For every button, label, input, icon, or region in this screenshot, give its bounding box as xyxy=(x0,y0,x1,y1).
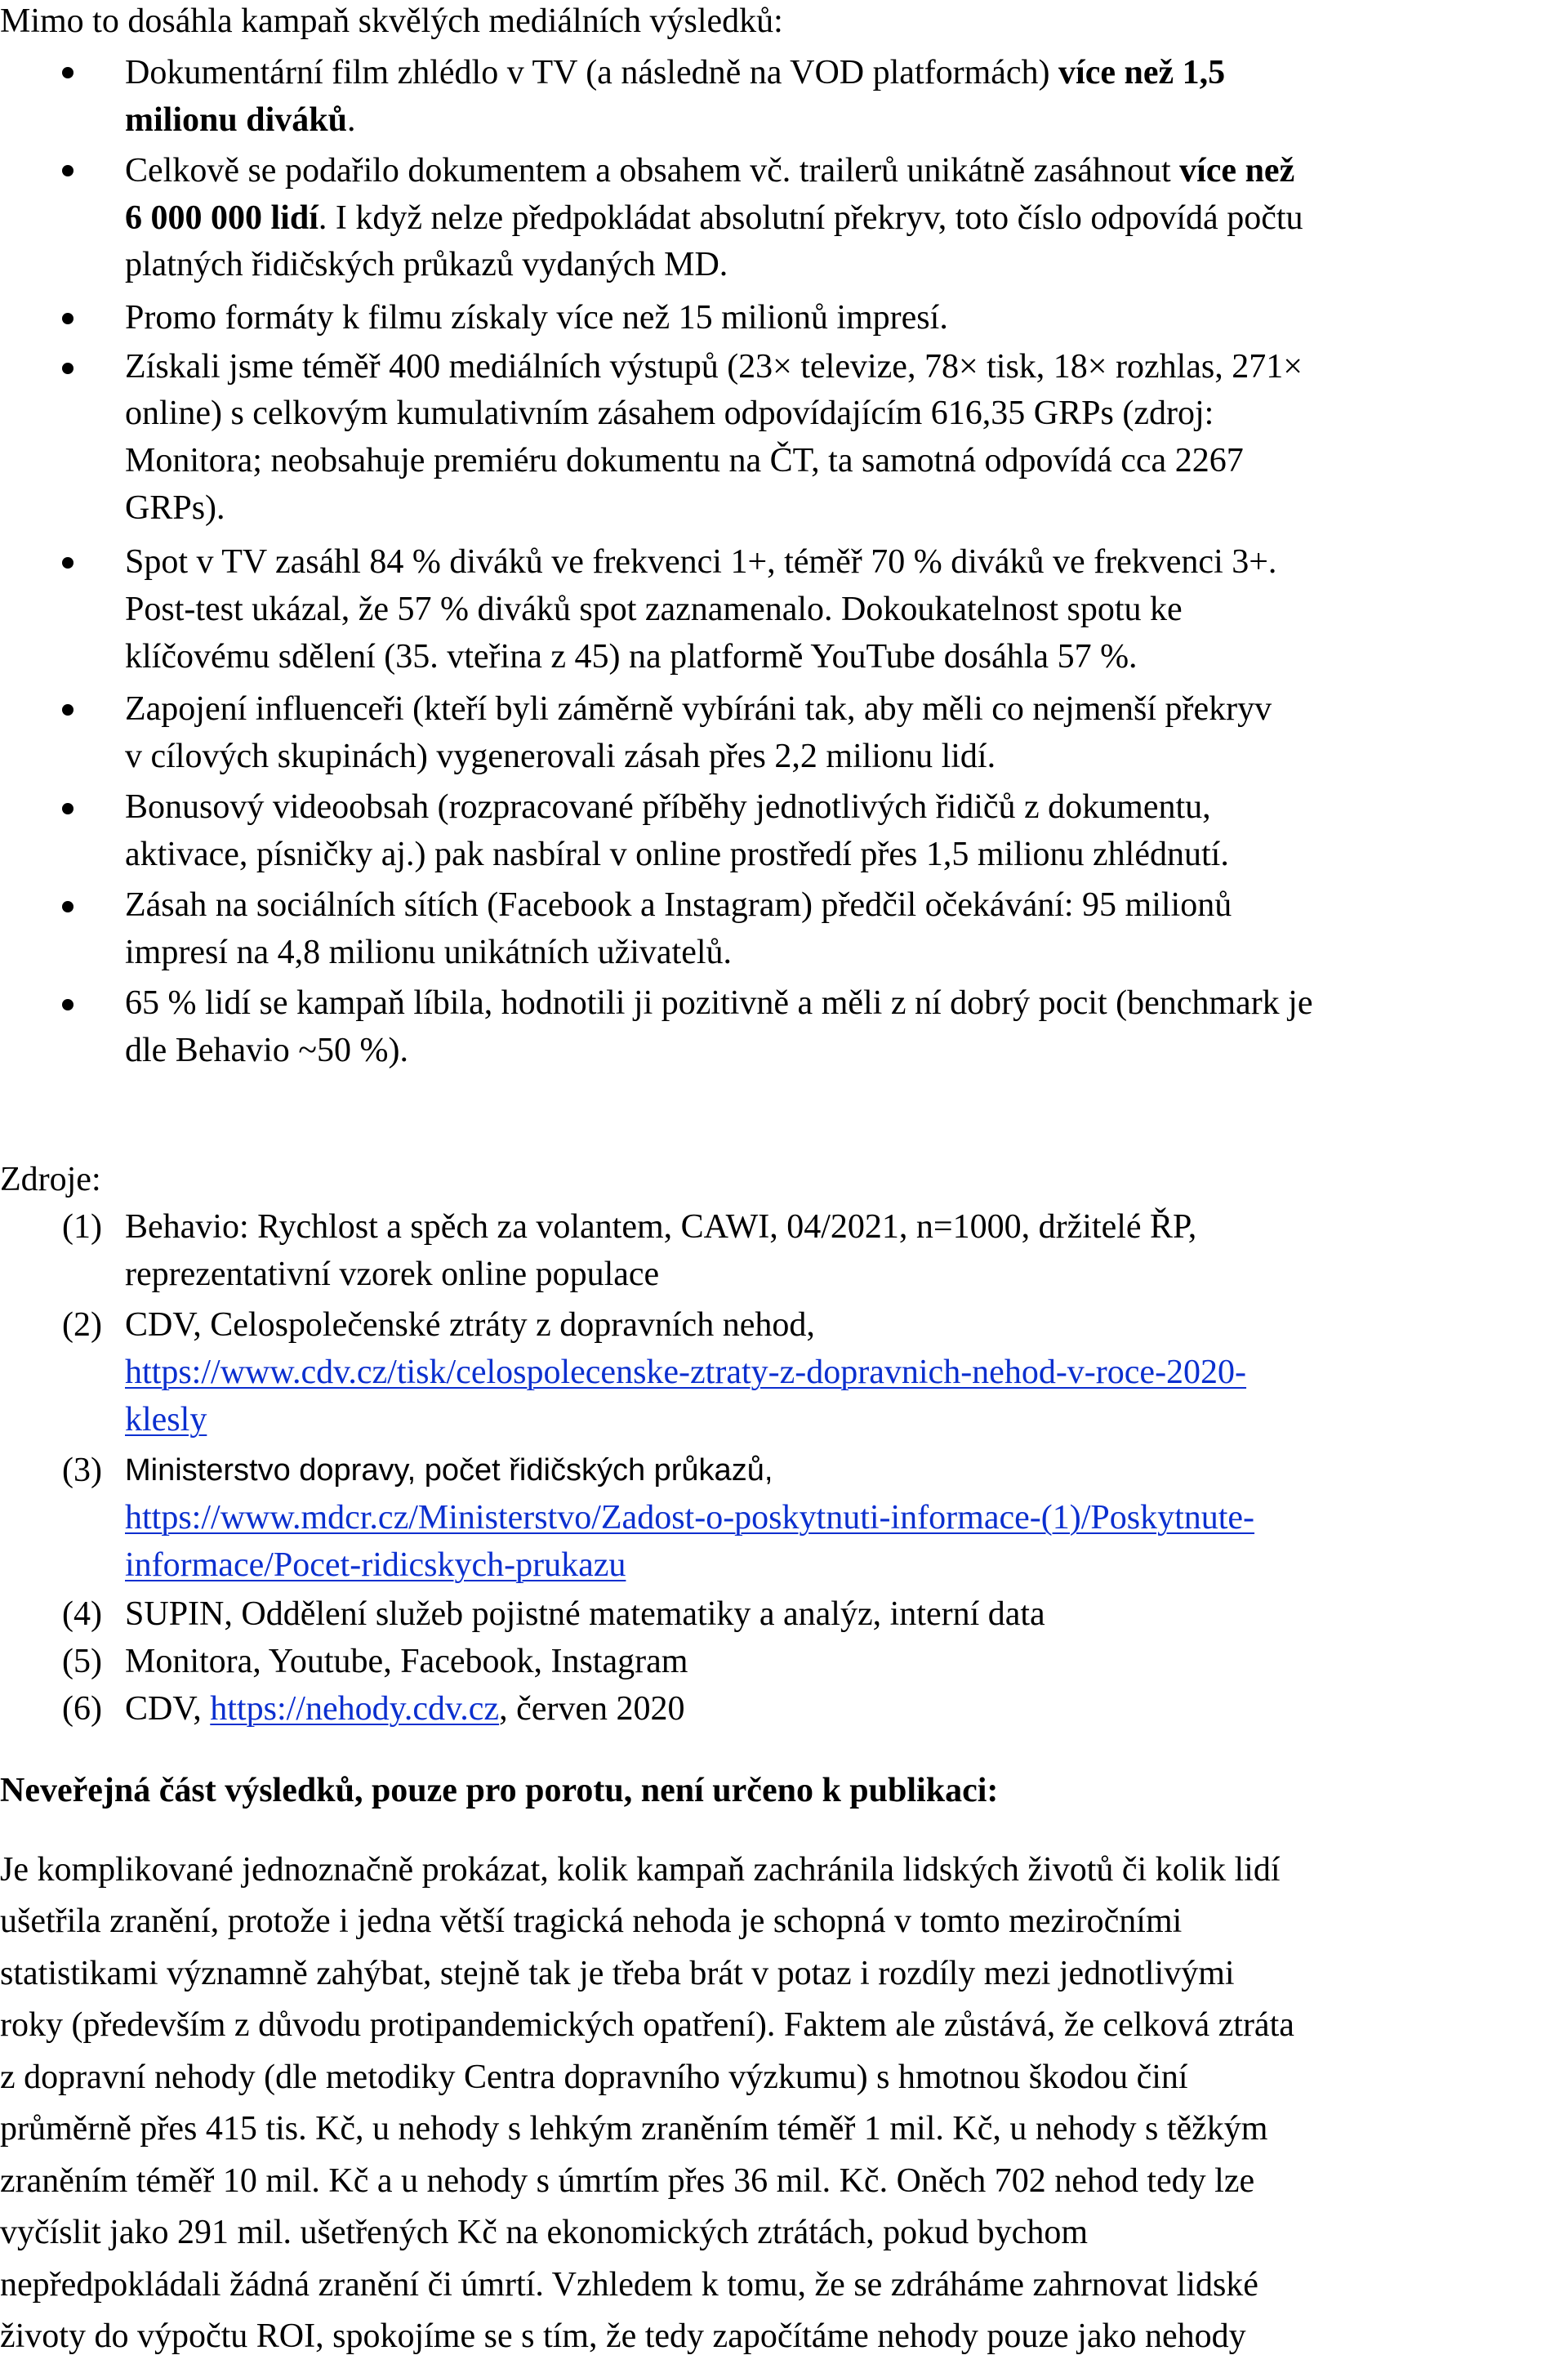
bullet-4-line-3: Monitora; neobsahuje premiéru dokumentu na ČT, ta samotná odpovídá cca 2267 xyxy=(125,442,1244,480)
bullet-dot xyxy=(62,704,74,716)
bullet-dot xyxy=(62,165,74,176)
bullet-5-line-3: klíčovému sdělení (35. vteřina z 45) na platformě YouTube dosáhla 57 %. xyxy=(125,638,1138,676)
source-3-line-1: Ministerstvo dopravy, počet řidičských průkazů, xyxy=(125,1453,773,1488)
source-1-line-2: reprezentativní vzorek online populace xyxy=(125,1256,660,1293)
source-5-line-1: Monitora, Youtube, Facebook, Instagram xyxy=(125,1643,688,1680)
source-1-line-1: Behavio: Rychlost a spěch za volantem, CAWI, 04/2021, n=1000, držitelé ŘP, xyxy=(125,1208,1197,1246)
bullet-dot xyxy=(62,313,74,324)
bullet-dot xyxy=(62,557,74,569)
sources-title: Zdroje: xyxy=(0,1161,101,1198)
bullet-7-line-1: Bonusový videoobsah (rozpracované příběhy jednotlivých řidičů z dokumentu, xyxy=(125,788,1211,826)
bullet-dot xyxy=(62,67,74,78)
source-number: (1) xyxy=(62,1208,102,1246)
bullet-6-line-2: v cílových skupinách) vygenerovali zásah přes 2,2 milionu lidí. xyxy=(125,738,996,775)
paragraph-line: ušetřila zranění, protože i jedna větší tragická nehoda je schopná v tomto meziročními xyxy=(0,1902,1183,1940)
bullet-8-line-1: Zásah na sociálních sítích (Facebook a Instagram) předčil očekávání: 95 milionů xyxy=(125,886,1232,924)
bullet-9-line-1: 65 % lidí se kampaň líbila, hodnotili ji pozitivně a měli z ní dobrý pocit (benchmark je xyxy=(125,984,1313,1022)
source-3-link-part-1[interactable]: https://www.mdcr.cz/Ministerstvo/Zadost-o-poskytnuti-informace-(1)/Poskytnute- xyxy=(125,1499,1255,1537)
source-6-line-1: CDV, https://nehody.cdv.cz, červen 2020 xyxy=(125,1690,685,1728)
private-heading: Neveřejná část výsledků, pouze pro porotu, není určeno k publikaci: xyxy=(0,1772,999,1809)
paragraph-line: zraněním téměř 10 mil. Kč a u nehody s úmrtím přes 36 mil. Kč. Oněch 702 nehod tedy lze xyxy=(0,2162,1255,2200)
bullet-4-line-1: Získali jsme téměř 400 mediálních výstupů (23× televize, 78× tisk, 18× rozhlas, 271× xyxy=(125,348,1303,386)
bullet-4-line-2: online) s celkovým kumulativním zásahem odpovídajícím 616,35 GRPs (zdroj: xyxy=(125,395,1214,432)
bullet-dot xyxy=(62,901,74,912)
source-number: (4) xyxy=(62,1595,102,1633)
bullet-2-line-2: 6 000 000 lidí. I když nelze předpokládat absolutní překryv, toto číslo odpovídá počtu xyxy=(125,199,1303,237)
paragraph-line: vyčíslit jako 291 mil. ušetřených Kč na ekonomických ztrátách, pokud bychom xyxy=(0,2214,1088,2251)
paragraph-line: z dopravní nehody (dle metodiky Centra dopravního výzkumu) s hmotnou škodou činí xyxy=(0,2059,1188,2096)
bullet-9-line-2: dle Behavio ~50 %). xyxy=(125,1032,408,1069)
source-3-link-cont[interactable] xyxy=(125,1544,626,1586)
bullet-6-line-1: Zapojení influenceři (kteří byli záměrně vybíráni tak, aby měli co nejmenší překryv xyxy=(125,690,1272,728)
bullet-4-line-4: GRPs). xyxy=(125,489,225,527)
source-3-link-part-2[interactable]: informace/Pocet-ridicskych-prukazu xyxy=(125,1546,626,1584)
source-2-link-part-1[interactable]: https://www.cdv.cz/tisk/celospolecenske-ztraty-z-dopravnich-nehod-v-roce-2020- xyxy=(125,1354,1247,1391)
paragraph-line: roky (především z důvodu protipandemických opatření). Faktem ale zůstává, že celková ztráta xyxy=(0,2006,1294,2044)
source-number: (5) xyxy=(62,1643,102,1680)
intro-line: Mimo to dosáhla kampaň skvělých mediálních výsledků: xyxy=(0,2,783,40)
source-number: (6) xyxy=(62,1690,102,1728)
source-4-line-1: SUPIN, Oddělení služeb pojistné matematiky a analýz, interní data xyxy=(125,1595,1045,1633)
bullet-dot xyxy=(62,999,74,1010)
bullet-5-line-1: Spot v TV zasáhl 84 % diváků ve frekvenci 1+, téměř 70 % diváků ve frekvenci 3+. xyxy=(125,543,1277,581)
bullet-1-line-1: Dokumentární film zhlédlo v TV (a následně na VOD platformách) více než 1,5 xyxy=(125,54,1226,91)
bullet-5-line-2: Post-test ukázal, že 57 % diváků spot zaznamenalo. Dokoukatelnost spotu ke xyxy=(125,591,1183,628)
paragraph-line: životy do výpočtu ROI, spokojíme se s tím, že tedy započítáme nehody pouze jako nehody xyxy=(0,2317,1246,2355)
paragraph-line: nepředpokládali žádná zranění či úmrtí. Vzhledem k tomu, že se zdráháme zahrnovat lidské xyxy=(0,2266,1258,2304)
paragraph-line: průměrně přes 415 tis. Kč, u nehody s lehkým zraněním téměř 1 mil. Kč, u nehody s těžkým xyxy=(0,2110,1268,2148)
bullet-dot xyxy=(62,363,74,374)
source-2-line-1: CDV, Celospolečenské ztráty z dopravních nehod, xyxy=(125,1306,815,1344)
bullet-1-line-2: milionu diváků. xyxy=(125,101,356,139)
bullet-2-line-3: platných řidičských průkazů vydaných MD. xyxy=(125,246,728,283)
paragraph-line: Je komplikované jednoznačně prokázat, kolik kampaň zachránila lidských životů či kolik lidí xyxy=(0,1851,1281,1889)
source-3-link[interactable] xyxy=(125,1497,1254,1539)
bullet-3-line-1: Promo formáty k filmu získaly více než 15 milionů impresí. xyxy=(125,299,948,337)
source-2-link[interactable] xyxy=(125,1351,1246,1394)
source-2-link-part-2[interactable]: klesly xyxy=(125,1401,207,1439)
bullet-7-line-2: aktivace, písničky aj.) pak nasbíral v online prostředí přes 1,5 milionu zhlédnutí. xyxy=(125,836,1229,873)
paragraph-line: statistikami významně zahýbat, stejně tak je třeba brát v potaz i rozdíly mezi jednotlivými xyxy=(0,1955,1235,1992)
source-2-link-cont[interactable] xyxy=(125,1398,207,1441)
source-6-link[interactable]: https://nehody.cdv.cz xyxy=(210,1690,500,1728)
source-number: (3) xyxy=(62,1452,102,1489)
bullet-8-line-2: impresí na 4,8 milionu unikátních uživatelů. xyxy=(125,934,733,971)
bullet-dot xyxy=(62,803,74,814)
source-number: (2) xyxy=(62,1306,102,1344)
bullet-2-line-1: Celkově se podařilo dokumentem a obsahem vč. trailerů unikátně zasáhnout více než xyxy=(125,152,1295,190)
